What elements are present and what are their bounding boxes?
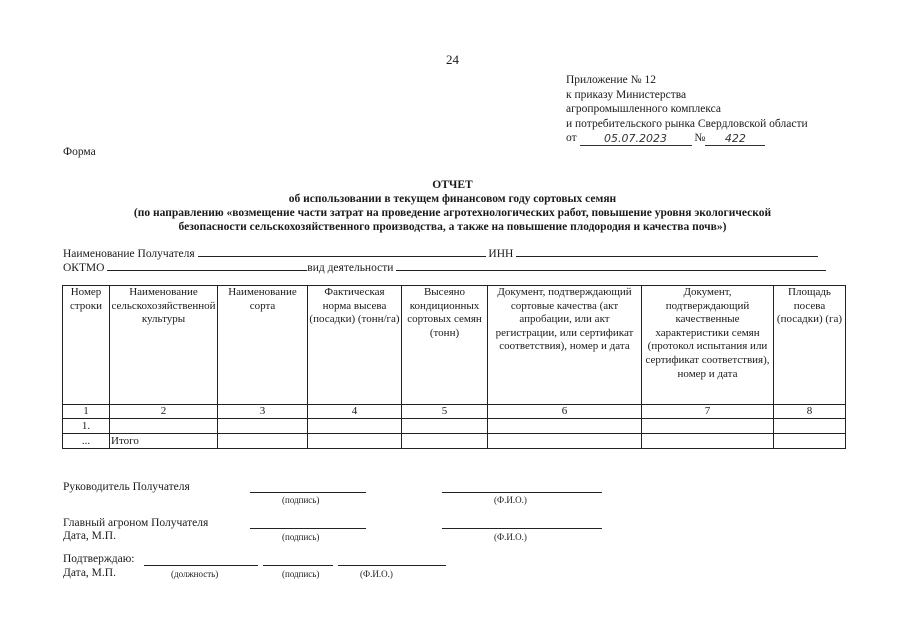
- row-number: 1.: [63, 419, 110, 434]
- report-table: [62, 285, 846, 449]
- appendix-line-3: агропромышленного комплекса: [566, 103, 722, 116]
- table-cell[interactable]: [402, 419, 488, 434]
- from-label: от: [566, 132, 577, 145]
- table-cell[interactable]: [488, 434, 642, 449]
- table-cell[interactable]: [402, 434, 488, 449]
- appendix-line-2: к приказу Министерства: [566, 88, 687, 101]
- handwritten-date: 05.07.2023: [580, 133, 692, 146]
- col-header-sown-area: Площадь посева (посадки) (га): [774, 286, 846, 405]
- recipient-row: [63, 246, 818, 260]
- table-header-row: [63, 286, 846, 405]
- confirm-position-line[interactable]: [144, 565, 258, 566]
- appendix-block: [566, 73, 808, 146]
- col-header-quality-document: Документ, подтверждающий качественные характеристики семян (протокол испытания или сертификат соответствия), номер и дата: [642, 286, 774, 405]
- head-fio-line[interactable]: [442, 492, 602, 493]
- agronomist-fio-line[interactable]: [442, 528, 602, 529]
- column-number: 5: [402, 405, 488, 419]
- date-mp-label: Дата, М.П.: [63, 567, 116, 579]
- report-title: ОТЧЕТ: [432, 179, 473, 191]
- inn-label: ИНН: [488, 248, 514, 260]
- table-cell[interactable]: [774, 434, 846, 449]
- oktmo-field[interactable]: [107, 260, 307, 271]
- table-cell[interactable]: [642, 434, 774, 449]
- agronomist-signature-line[interactable]: [250, 528, 366, 529]
- column-number: 2: [110, 405, 218, 419]
- table-row-total: [63, 434, 846, 449]
- number-label: №: [694, 132, 706, 145]
- recipient-name-field[interactable]: [198, 246, 486, 257]
- col-header-variety-document: Документ, подтверждающий сортовые качества (акт апробации, или акт регистрации, или сертификат соответствия), номер и дата: [488, 286, 642, 405]
- table-cell[interactable]: [110, 419, 218, 434]
- col-header-seeding-rate: Фактическая норма высева (посадки) (тонн/га): [308, 286, 402, 405]
- fio-hint: (Ф.И.О.): [494, 532, 527, 542]
- head-signature-line[interactable]: [250, 492, 366, 493]
- col-header-seeds-sown: Высеяно кондиционных сортовых семян (тонн): [402, 286, 488, 405]
- table-row: [63, 419, 846, 434]
- inn-field[interactable]: [516, 246, 818, 257]
- report-subtitle-direction-1: (по направлению «возмещение части затрат на проведение агротехнологических работ, повышение уровня экологической: [133, 207, 772, 219]
- column-number-row: [63, 405, 846, 419]
- fio-hint: (Ф.И.О.): [360, 569, 393, 579]
- table-cell[interactable]: [308, 434, 402, 449]
- signature-hint: (подпись): [282, 569, 320, 579]
- column-number: 1: [63, 405, 110, 419]
- row-number: ...: [63, 434, 110, 449]
- agronomist-label: Главный агроном Получателя: [63, 517, 209, 529]
- table-cell[interactable]: [218, 434, 308, 449]
- col-header-crop-name: Наименование сельскохозяйственной культуры: [110, 286, 218, 405]
- table-cell[interactable]: [488, 419, 642, 434]
- table-cell[interactable]: [642, 419, 774, 434]
- position-hint: (должность): [171, 569, 219, 579]
- col-header-variety-name: Наименование сорта: [218, 286, 308, 405]
- confirm-fio-line[interactable]: [338, 565, 446, 566]
- activity-field[interactable]: [396, 260, 826, 271]
- activity-label: вид деятельности: [307, 262, 394, 274]
- oktmo-label: ОКТМО: [63, 262, 105, 274]
- oktmo-row: [63, 260, 826, 274]
- total-label: Итого: [110, 434, 218, 449]
- confirm-signature-line[interactable]: [263, 565, 333, 566]
- report-subtitle-direction-2: безопасности сельскохозяйственного производства, а также на повышение плодородия и качества почв»): [178, 221, 727, 233]
- column-number: 4: [308, 405, 402, 419]
- order-date-number: [566, 131, 808, 146]
- appendix-line-1: Приложение № 12: [566, 74, 656, 86]
- form-label: Форма: [63, 146, 96, 158]
- report-subtitle: об использовании в текущем финансовом году сортовых семян: [288, 193, 617, 205]
- head-label: Руководитель Получателя: [63, 481, 190, 493]
- column-number: 7: [642, 405, 774, 419]
- page-number: 24: [446, 52, 459, 67]
- table-cell[interactable]: [308, 419, 402, 434]
- handwritten-number: 422: [705, 133, 765, 146]
- table-cell[interactable]: [218, 419, 308, 434]
- table-cell[interactable]: [774, 419, 846, 434]
- recipient-name-label: Наименование Получателя: [63, 248, 195, 260]
- appendix-line-4: и потребительского рынка Свердловской области: [566, 117, 808, 130]
- column-number: 8: [774, 405, 846, 419]
- col-header-row-number: Номер строки: [63, 286, 110, 405]
- fio-hint: (Ф.И.О.): [494, 495, 527, 505]
- date-mp-label: Дата, М.П.: [63, 530, 116, 542]
- signature-hint: (подпись): [282, 495, 320, 505]
- signature-hint: (подпись): [282, 532, 320, 542]
- column-number: 3: [218, 405, 308, 419]
- confirm-label: Подтверждаю:: [63, 553, 135, 565]
- column-number: 6: [488, 405, 642, 419]
